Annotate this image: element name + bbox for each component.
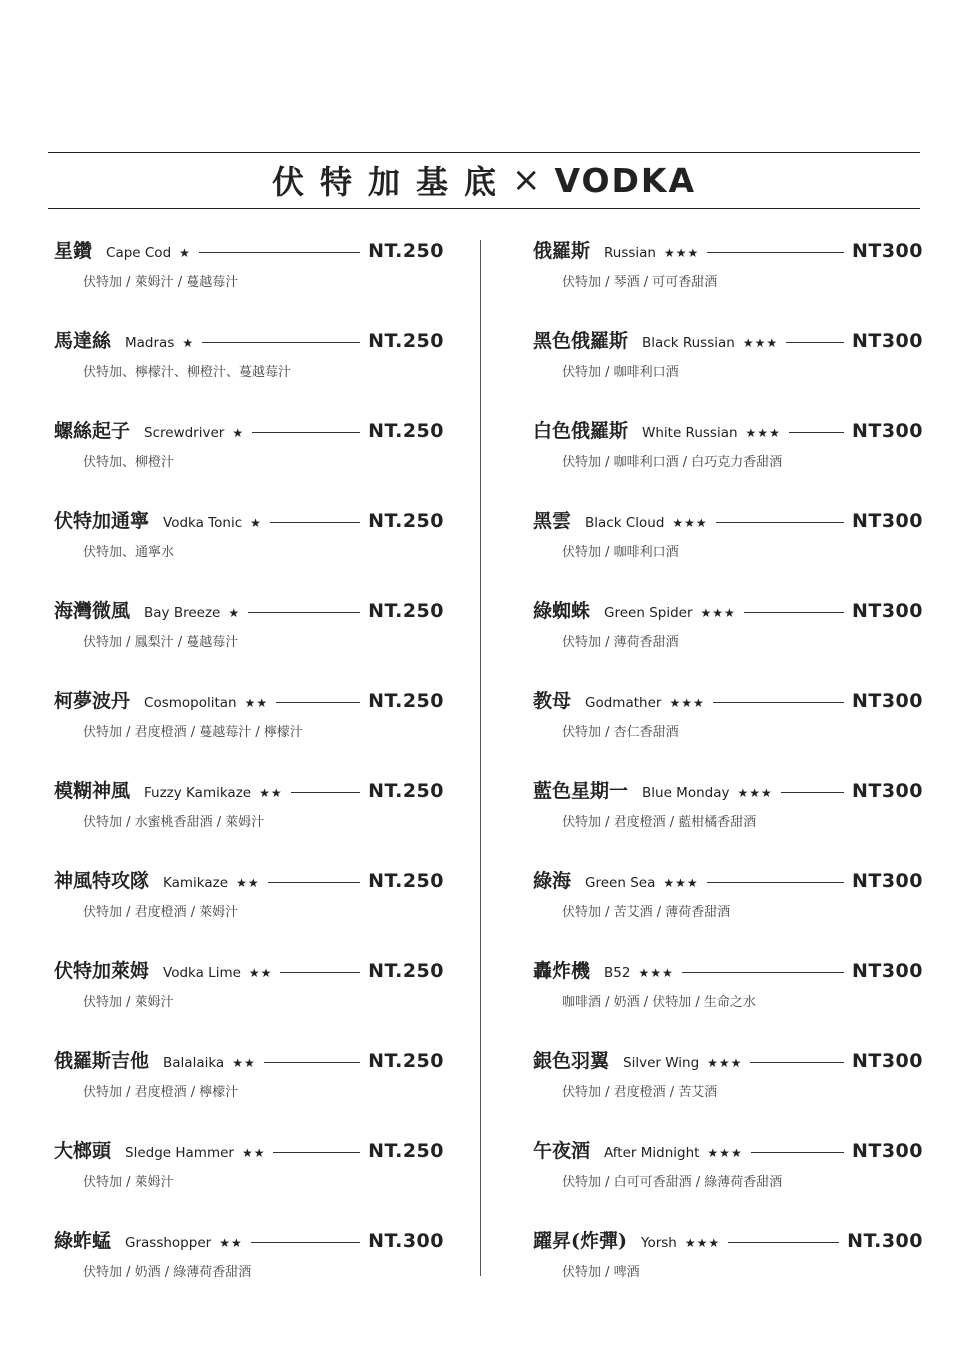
strength-stars-icon: ★ [179, 246, 191, 260]
item-price: NT300 [851, 1140, 923, 1162]
menu-item-line [533, 506, 923, 533]
dotted-leader-line [707, 882, 844, 883]
dotted-leader-line [707, 252, 844, 253]
strength-stars-icon: ★ [228, 606, 241, 620]
item-chinese-name: 黑雲 [533, 510, 572, 532]
item-ingredients: 伏特加 / 奶酒 / 綠薄荷香甜酒 [83, 1265, 252, 1280]
item-price: NT300 [851, 780, 923, 802]
item-ingredients: 伏特加 / 杏仁香甜酒 [562, 725, 679, 740]
menu-item [54, 866, 444, 926]
item-price: NT300 [851, 1050, 923, 1072]
menu-item [54, 1046, 444, 1106]
item-price: NT.250 [368, 1050, 444, 1072]
item-ingredients: 伏特加 / 鳳梨汁 / 蔓越莓汁 [83, 635, 239, 650]
menu-item [54, 596, 444, 656]
menu-item [533, 1046, 923, 1106]
item-price: NT.300 [368, 1230, 444, 1252]
item-english-name: Silver Wing [623, 1055, 700, 1071]
item-ingredients: 伏特加、柳橙汁 [83, 455, 175, 470]
menu-item-line [54, 1226, 444, 1253]
menu-item [54, 1136, 444, 1196]
item-ingredients: 伏特加 / 苦艾酒 / 薄荷香甜酒 [562, 905, 731, 920]
menu-item [54, 506, 444, 566]
item-english-name: Yorsh [640, 1235, 677, 1251]
item-price: NT300 [851, 420, 923, 442]
dotted-leader-line [199, 252, 360, 253]
dotted-leader-line [202, 342, 360, 343]
menu-item [533, 326, 923, 386]
strength-stars-icon: ★★ [248, 966, 273, 980]
item-english-name: Vodka Tonic [163, 515, 243, 531]
strength-stars-icon: ★★★ [663, 876, 699, 890]
item-chinese-name: 俄羅斯 [533, 240, 591, 262]
dotted-leader-line [682, 972, 844, 973]
item-ingredients: 伏特加、檸檬汁、柳橙汁、蔓越莓汁 [83, 365, 292, 380]
strength-stars-icon: ★ [182, 336, 195, 350]
item-english-name: Black Russian [642, 335, 735, 351]
title-cross-symbol: × [511, 160, 541, 200]
strength-stars-icon: ★★ [259, 786, 283, 800]
strength-stars-icon: ★★★ [700, 606, 736, 620]
item-english-name: Kamikaze [163, 875, 229, 891]
item-price: NT300 [851, 240, 923, 262]
item-english-name: B52 [604, 965, 631, 981]
title-english: VODKA [554, 160, 697, 200]
menu-item-line [533, 1136, 923, 1163]
dotted-leader-line [713, 702, 844, 703]
menu-item [54, 1226, 444, 1286]
item-price: NT.250 [368, 1140, 444, 1162]
item-english-name: Black Cloud [585, 515, 665, 531]
item-chinese-name: 綠蜘蛛 [533, 600, 591, 622]
item-chinese-name: 轟炸機 [533, 960, 591, 982]
item-chinese-name: 大榔頭 [54, 1140, 112, 1162]
item-ingredients: 伏特加 / 君度橙酒 / 苦艾酒 [562, 1085, 718, 1100]
item-english-name: Godmather [585, 695, 662, 711]
menu-item [54, 236, 444, 296]
item-chinese-name: 柯夢波丹 [54, 690, 131, 712]
dotted-leader-line [291, 792, 361, 793]
strength-stars-icon: ★ [232, 426, 245, 440]
menu-item [533, 596, 923, 656]
menu-item [533, 506, 923, 566]
item-ingredients: 伏特加 / 水蜜桃香甜酒 / 萊姆汁 [83, 815, 265, 830]
strength-stars-icon: ★★★ [669, 696, 705, 710]
menu-item-line [533, 956, 923, 983]
dotted-leader-line [280, 972, 360, 973]
item-chinese-name: 伏特加通寧 [54, 510, 150, 532]
strength-stars-icon: ★★★ [707, 1056, 743, 1070]
item-english-name: Russian [604, 245, 656, 261]
item-price: NT.250 [368, 420, 444, 442]
item-price: NT.250 [368, 960, 444, 982]
item-ingredients: 伏特加 / 咖啡利口酒 [562, 545, 679, 560]
menu-item [533, 1226, 923, 1286]
item-ingredients: 伏特加、通寧水 [83, 545, 175, 560]
item-ingredients: 伏特加 / 咖啡利口酒 [562, 365, 679, 380]
menu-item [54, 326, 444, 386]
menu-item-line [533, 686, 923, 713]
item-chinese-name: 躍昇(炸彈) [533, 1230, 627, 1252]
item-price: NT300 [851, 600, 923, 622]
item-chinese-name: 伏特加萊姆 [54, 960, 150, 982]
strength-stars-icon: ★★★ [707, 1146, 743, 1160]
menu-item [533, 956, 923, 1016]
dotted-leader-line [264, 1062, 360, 1063]
dotted-leader-line [270, 522, 360, 523]
dotted-leader-line [789, 432, 844, 433]
item-price: NT300 [851, 870, 923, 892]
menu-item [54, 956, 444, 1016]
menu-item-line [533, 416, 923, 443]
menu-item [533, 686, 923, 746]
item-english-name: Bay Breeze [144, 605, 221, 621]
strength-stars-icon: ★★ [219, 1236, 243, 1250]
strength-stars-icon: ★★★ [664, 246, 700, 260]
item-chinese-name: 螺絲起子 [54, 420, 131, 442]
dotted-leader-line [750, 1062, 844, 1063]
menu-item-line [533, 1046, 923, 1073]
strength-stars-icon: ★★★ [737, 786, 773, 800]
item-ingredients: 伏特加 / 啤酒 [562, 1265, 640, 1280]
dotted-leader-line [716, 522, 844, 523]
item-chinese-name: 星鑽 [54, 240, 93, 262]
menu-item-line [533, 236, 923, 263]
strength-stars-icon: ★★★ [745, 426, 781, 440]
item-ingredients: 伏特加 / 萊姆汁 [83, 995, 174, 1010]
column-divider [480, 240, 481, 1276]
menu-item-line [533, 326, 923, 353]
strength-stars-icon: ★★★ [672, 516, 708, 530]
dotted-leader-line [251, 1242, 360, 1243]
menu-item [533, 236, 923, 296]
dotted-leader-line [252, 432, 360, 433]
item-ingredients: 伏特加 / 萊姆汁 [83, 1175, 174, 1190]
menu-item-line [54, 1046, 444, 1073]
item-price: NT300 [851, 690, 923, 712]
menu-item [54, 776, 444, 836]
item-english-name: Green Sea [585, 875, 656, 891]
dotted-leader-line [268, 882, 361, 883]
item-english-name: Fuzzy Kamikaze [144, 785, 252, 801]
item-chinese-name: 俄羅斯吉他 [54, 1050, 150, 1072]
menu-item-line [533, 596, 923, 623]
menu-item-line [54, 506, 444, 533]
strength-stars-icon: ★★ [236, 876, 260, 890]
menu-item-line [54, 686, 444, 713]
item-price: NT.250 [368, 330, 444, 352]
item-english-name: Vodka Lime [163, 965, 241, 981]
item-chinese-name: 馬達絲 [54, 330, 112, 352]
dotted-leader-line [744, 612, 844, 613]
menu-item-line [54, 1136, 444, 1163]
item-ingredients: 咖啡酒 / 奶酒 / 伏特加 / 生命之水 [562, 995, 756, 1010]
dotted-leader-line [248, 612, 360, 613]
strength-stars-icon: ★★ [244, 696, 269, 710]
item-price: NT.300 [847, 1230, 923, 1252]
menu-item-line [533, 1226, 923, 1253]
dotted-leader-line [273, 1152, 360, 1153]
item-english-name: Grasshopper [125, 1235, 212, 1251]
dotted-leader-line [728, 1242, 839, 1243]
item-english-name: Sledge Hammer [125, 1145, 234, 1161]
dotted-leader-line [786, 342, 844, 343]
item-price: NT.250 [368, 510, 444, 532]
dotted-leader-line [781, 792, 844, 793]
menu-item [533, 1136, 923, 1196]
menu-item-line [533, 776, 923, 803]
item-english-name: Madras [125, 335, 175, 351]
menu-item [533, 866, 923, 926]
item-price: NT.250 [368, 690, 444, 712]
item-english-name: Screwdriver [144, 425, 225, 441]
item-chinese-name: 海灣微風 [54, 600, 131, 622]
item-chinese-name: 白色俄羅斯 [533, 420, 629, 442]
item-chinese-name: 模糊神風 [54, 780, 131, 802]
strength-stars-icon: ★ [250, 516, 262, 530]
menu-item [54, 686, 444, 746]
item-ingredients: 伏特加 / 薄荷香甜酒 [562, 635, 679, 650]
header-bottom-rule [48, 208, 920, 209]
dotted-leader-line [276, 702, 360, 703]
item-price: NT300 [851, 960, 923, 982]
item-price: NT.250 [368, 870, 444, 892]
item-ingredients: 伏特加 / 君度橙酒 / 檸檬汁 [83, 1085, 239, 1100]
item-ingredients: 伏特加 / 君度橙酒 / 藍柑橘香甜酒 [562, 815, 757, 830]
item-english-name: Blue Monday [642, 785, 730, 801]
item-ingredients: 伏特加 / 琴酒 / 可可香甜酒 [562, 275, 718, 290]
strength-stars-icon: ★★ [241, 1146, 266, 1160]
menu-item-line [54, 866, 444, 893]
item-price: NT300 [851, 510, 923, 532]
item-chinese-name: 銀色羽翼 [533, 1050, 610, 1072]
item-english-name: Cosmopolitan [144, 695, 237, 711]
item-chinese-name: 黑色俄羅斯 [533, 330, 629, 352]
item-english-name: Cape Cod [106, 245, 172, 261]
item-ingredients: 伏特加 / 白可可香甜酒 / 綠薄荷香甜酒 [562, 1175, 783, 1190]
dotted-leader-line [751, 1152, 844, 1153]
item-chinese-name: 綠蚱蜢 [54, 1230, 112, 1252]
strength-stars-icon: ★★★ [684, 1236, 721, 1250]
item-chinese-name: 綠海 [533, 870, 572, 892]
item-price: NT.250 [368, 600, 444, 622]
title-chinese: 伏特加基底 [271, 163, 512, 201]
menu-title [48, 152, 920, 208]
item-chinese-name: 藍色星期一 [533, 780, 629, 802]
menu-item-line [54, 776, 444, 803]
menu-item [533, 776, 923, 836]
item-chinese-name: 神風特攻隊 [54, 870, 150, 892]
strength-stars-icon: ★★★ [638, 966, 674, 980]
menu-item-line [54, 596, 444, 623]
menu-item-line [54, 326, 444, 353]
item-ingredients: 伏特加 / 君度橙酒 / 蔓越莓汁 / 檸檬汁 [83, 725, 303, 740]
strength-stars-icon: ★★★ [742, 336, 779, 350]
item-english-name: Green Spider [604, 605, 693, 621]
menu-item-line [54, 236, 444, 263]
menu-item-line [54, 956, 444, 983]
menu-item [533, 416, 923, 476]
item-chinese-name: 教母 [533, 690, 572, 712]
item-price: NT.250 [368, 780, 444, 802]
item-price: NT300 [851, 330, 923, 352]
item-ingredients: 伏特加 / 君度橙酒 / 萊姆汁 [83, 905, 239, 920]
menu-item [54, 416, 444, 476]
item-english-name: After Midnight [604, 1145, 700, 1161]
item-english-name: White Russian [642, 425, 738, 441]
item-chinese-name: 午夜酒 [533, 1140, 591, 1162]
item-english-name: Balalaika [163, 1055, 225, 1071]
item-ingredients: 伏特加 / 萊姆汁 / 蔓越莓汁 [83, 275, 239, 290]
menu-item-line [533, 866, 923, 893]
menu-item-line [54, 416, 444, 443]
strength-stars-icon: ★★ [232, 1056, 256, 1070]
item-price: NT.250 [368, 240, 444, 262]
item-ingredients: 伏特加 / 咖啡利口酒 / 白巧克力香甜酒 [562, 455, 783, 470]
